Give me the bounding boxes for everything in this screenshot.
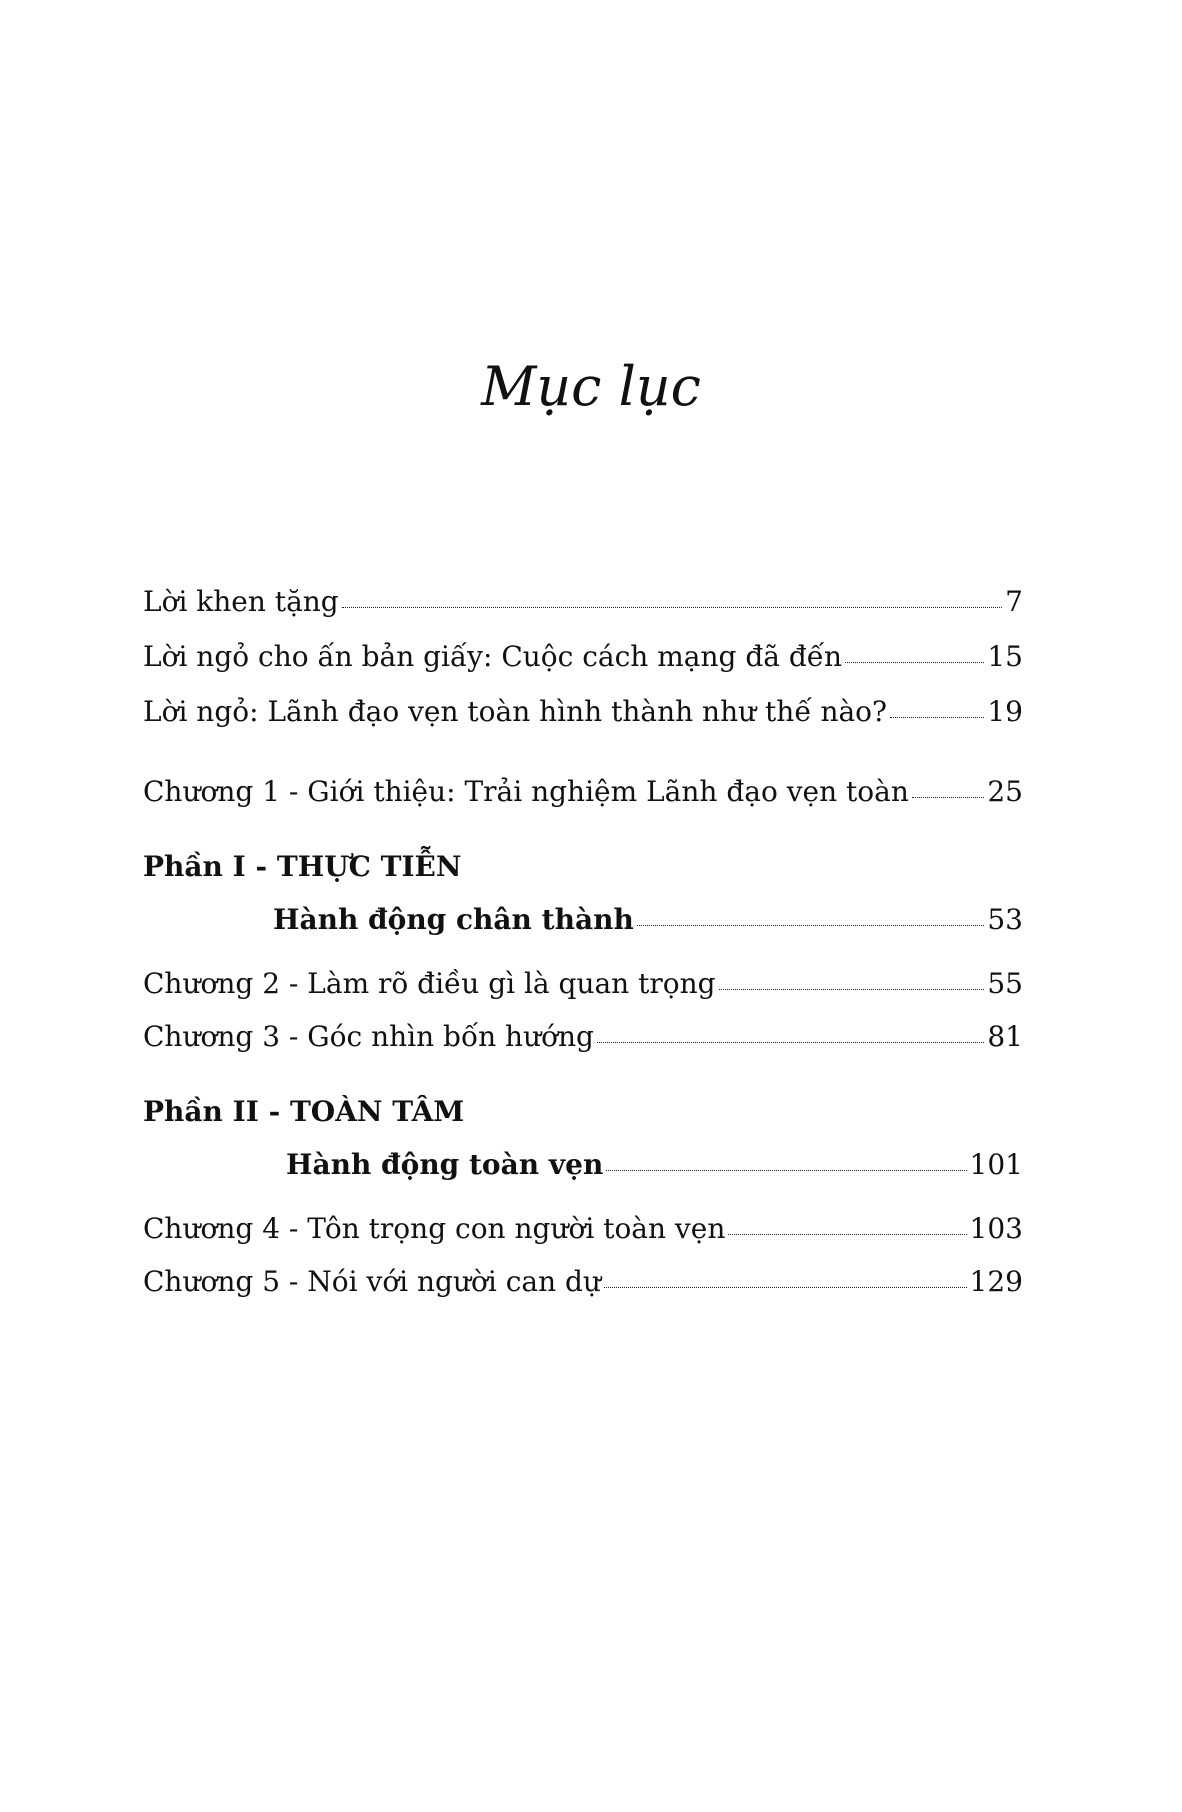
dot-leader — [597, 1042, 984, 1043]
toc-entry-page: 101 — [969, 1148, 1023, 1181]
toc-entry-loi-ngo-an-ban-giay[interactable] — [143, 640, 1023, 674]
page-title: Mục lục — [481, 355, 701, 418]
toc-entry-page: 55 — [987, 967, 1023, 1000]
toc-entry-page: 53 — [987, 903, 1023, 936]
dot-leader — [637, 925, 985, 926]
toc-entry-loi-ngo[interactable] — [143, 695, 1023, 729]
dot-leader — [719, 989, 985, 990]
toc-entry-loi-khen-tang[interactable] — [143, 585, 1023, 619]
toc-entry-page: 103 — [969, 1212, 1023, 1245]
toc-entry-label: Chương 3 - Góc nhìn bốn hướng — [143, 1020, 594, 1053]
toc-entry-page: 129 — [969, 1265, 1023, 1298]
part-2-subheading[interactable] — [286, 1148, 1023, 1182]
dot-leader — [912, 797, 985, 798]
toc-entry-page: 7 — [1005, 585, 1023, 618]
toc-entry-page: 81 — [987, 1020, 1023, 1053]
toc-entry-label: Hành động chân thành — [273, 903, 634, 936]
part-2-heading[interactable]: Phần II - TOÀN TÂM — [143, 1095, 465, 1128]
toc-entry-chuong-5[interactable] — [143, 1265, 1023, 1299]
toc-entry-label: Lời ngỏ: Lãnh đạo vẹn toàn hình thành như thế nào? — [143, 695, 888, 728]
part-1-subheading[interactable] — [273, 903, 1023, 937]
toc-entry-label: Hành động toàn vẹn — [286, 1148, 604, 1181]
dot-leader — [342, 607, 1002, 608]
toc-entry-label: Chương 2 - Làm rõ điều gì là quan trọng — [143, 967, 716, 1000]
toc-entry-chuong-1[interactable] — [143, 775, 1023, 809]
toc-entry-chuong-2[interactable] — [143, 967, 1023, 1001]
dot-leader — [845, 662, 984, 663]
toc-entry-label: Chương 1 - Giới thiệu: Trải nghiệm Lãnh đạo vẹn toàn — [143, 775, 909, 808]
dot-leader — [606, 1170, 966, 1171]
toc-entry-label: Chương 5 - Nói với người can dự — [143, 1265, 601, 1298]
dot-leader — [890, 717, 984, 718]
part-1-heading[interactable]: Phần I - THỰC TIỄN — [143, 850, 462, 883]
toc-entry-chuong-4[interactable] — [143, 1212, 1023, 1246]
toc-entry-label: Chương 4 - Tôn trọng con người toàn vẹn — [143, 1212, 726, 1245]
toc-entry-chuong-3[interactable] — [143, 1020, 1023, 1054]
toc-entry-label: Lời khen tặng — [143, 585, 339, 618]
toc-entry-page: 25 — [987, 775, 1023, 808]
dot-leader — [604, 1287, 967, 1288]
toc-entry-page: 15 — [987, 640, 1023, 673]
toc-entry-page: 19 — [987, 695, 1023, 728]
toc-entry-label: Lời ngỏ cho ấn bản giấy: Cuộc cách mạng đã đến — [143, 640, 843, 673]
dot-leader — [728, 1234, 966, 1235]
